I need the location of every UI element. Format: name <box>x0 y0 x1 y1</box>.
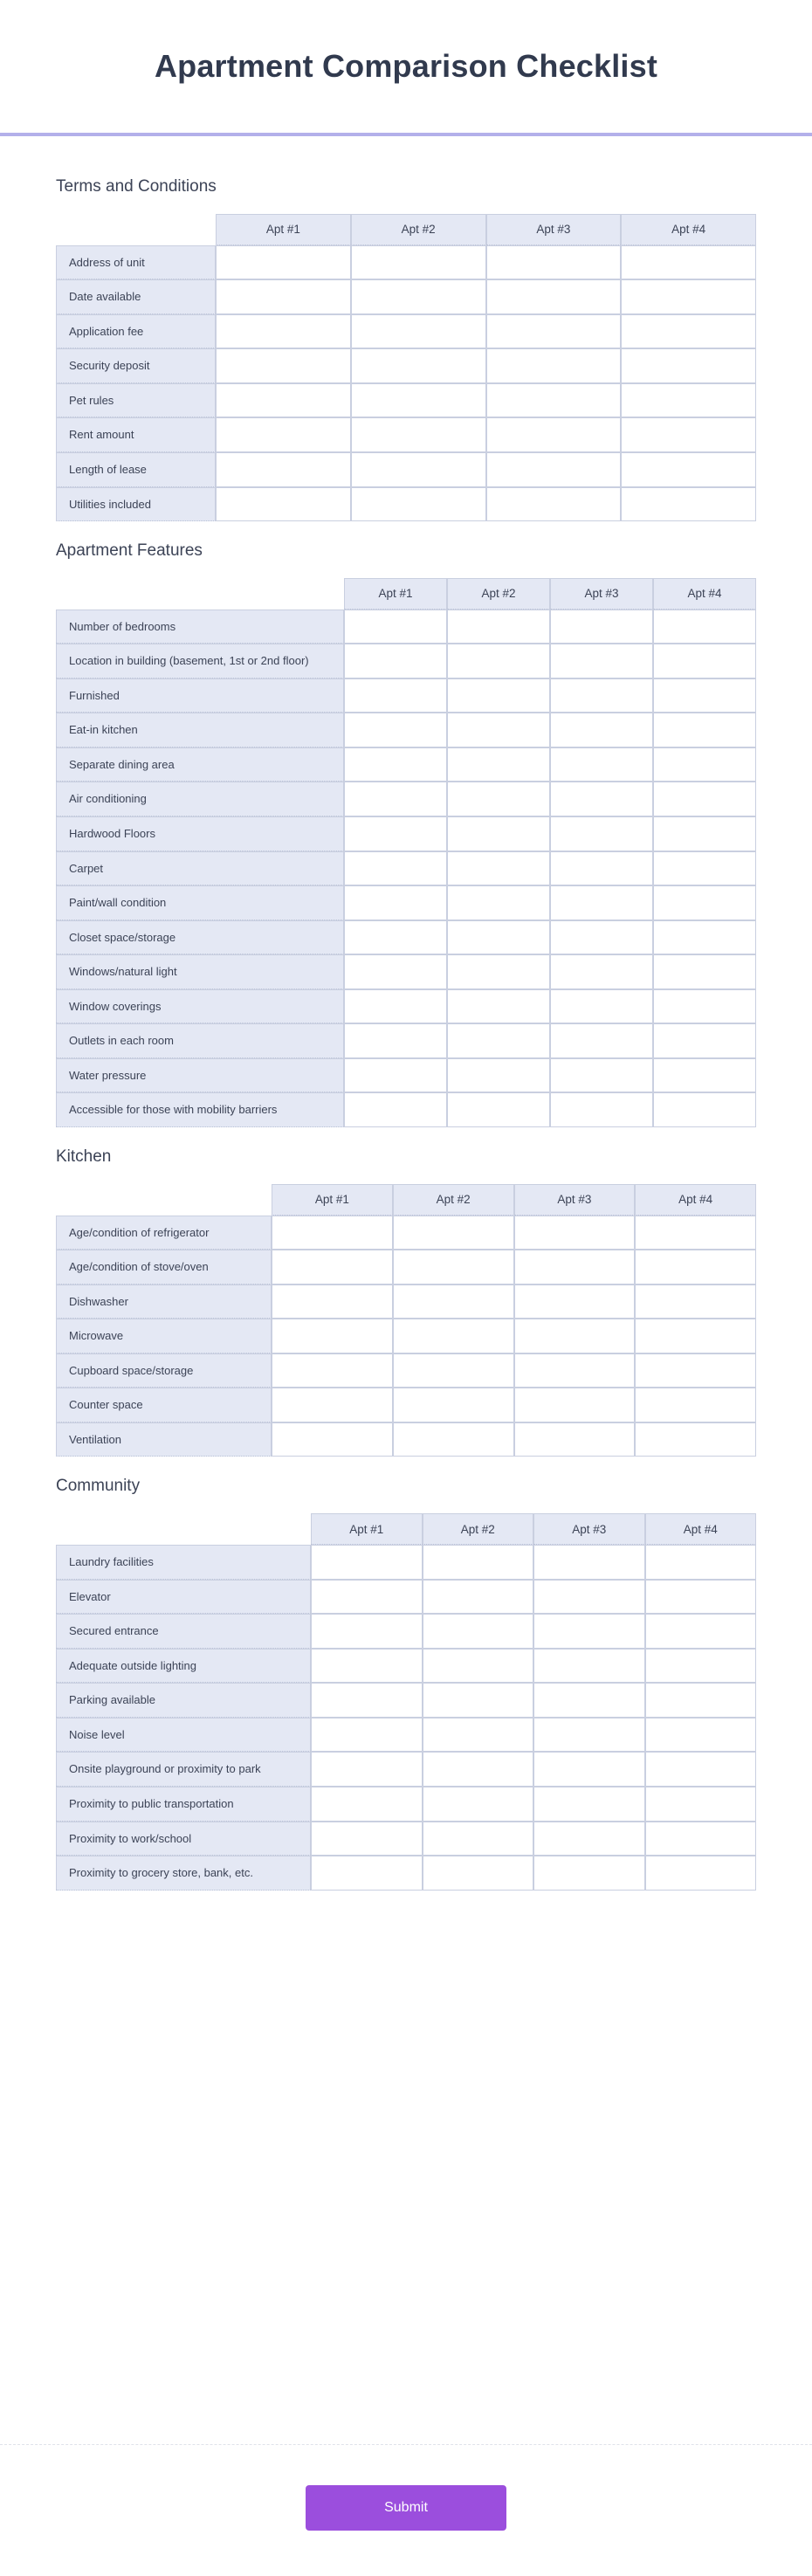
row-label: Date available <box>56 279 216 314</box>
answer-cell[interactable] <box>351 487 486 522</box>
answer-cell[interactable] <box>447 1058 550 1093</box>
answer-cell[interactable] <box>486 383 622 418</box>
answer-cell[interactable] <box>653 610 756 644</box>
row-label: Security deposit <box>56 348 216 383</box>
column-header: Apt #3 <box>550 578 653 610</box>
table-row <box>56 610 756 644</box>
answer-cell[interactable] <box>533 1718 645 1753</box>
sections-container <box>56 176 756 1891</box>
row-label: Age/condition of stove/oven <box>56 1250 272 1285</box>
table-row <box>56 1545 756 1580</box>
answer-cell[interactable] <box>393 1319 514 1353</box>
answer-cell[interactable] <box>216 487 351 522</box>
answer-cell[interactable] <box>621 452 756 487</box>
answer-cell[interactable] <box>344 1058 447 1093</box>
row-label: Closet space/storage <box>56 920 344 955</box>
row-label: Secured entrance <box>56 1614 311 1649</box>
answer-cell[interactable] <box>344 713 447 747</box>
answer-cell[interactable] <box>645 1545 757 1580</box>
table-row <box>56 452 756 487</box>
form-footer <box>0 2444 812 2576</box>
answer-cell[interactable] <box>514 1388 636 1422</box>
answer-cell[interactable] <box>344 644 447 678</box>
answer-cell[interactable] <box>423 1683 534 1718</box>
answer-cell[interactable] <box>653 885 756 920</box>
table-row <box>56 920 756 955</box>
answer-cell[interactable] <box>344 1023 447 1058</box>
answer-cell[interactable] <box>447 1092 550 1127</box>
column-header: Apt #1 <box>272 1184 393 1216</box>
answer-cell[interactable] <box>393 1250 514 1285</box>
answer-cell[interactable] <box>533 1856 645 1891</box>
answer-cell[interactable] <box>311 1614 423 1649</box>
answer-cell[interactable] <box>351 279 486 314</box>
row-label: Ventilation <box>56 1422 272 1457</box>
answer-cell[interactable] <box>423 1822 534 1856</box>
answer-cell[interactable] <box>423 1545 534 1580</box>
answer-cell[interactable] <box>272 1216 393 1250</box>
answer-cell[interactable] <box>423 1752 534 1787</box>
answer-cell[interactable] <box>447 713 550 747</box>
table-row <box>56 1319 756 1353</box>
answer-cell[interactable] <box>423 1718 534 1753</box>
answer-cell[interactable] <box>216 314 351 349</box>
comparison-table <box>56 1184 756 1457</box>
table-row <box>56 782 756 816</box>
answer-cell[interactable] <box>486 452 622 487</box>
row-label: Air conditioning <box>56 782 344 816</box>
answer-cell[interactable] <box>216 348 351 383</box>
comparison-table <box>56 578 756 1127</box>
section-title: Apartment Features <box>56 541 203 561</box>
row-label: Number of bedrooms <box>56 610 344 644</box>
answer-cell[interactable] <box>311 1718 423 1753</box>
answer-cell[interactable] <box>272 1319 393 1353</box>
answer-cell[interactable] <box>533 1787 645 1822</box>
answer-cell[interactable] <box>447 610 550 644</box>
table-row <box>56 383 756 418</box>
form-header <box>0 0 812 136</box>
row-label: Dishwasher <box>56 1285 272 1319</box>
row-label: Eat-in kitchen <box>56 713 344 747</box>
section-title: Community <box>56 1477 141 1496</box>
column-header: Apt #2 <box>351 214 486 245</box>
answer-cell[interactable] <box>344 920 447 955</box>
answer-cell[interactable] <box>311 1856 423 1891</box>
answer-cell[interactable] <box>514 1285 636 1319</box>
submit-button[interactable]: Submit <box>306 2485 506 2531</box>
row-label: Pet rules <box>56 383 216 418</box>
answer-cell[interactable] <box>216 279 351 314</box>
table-row <box>56 1683 756 1718</box>
answer-cell[interactable] <box>423 1580 534 1615</box>
answer-cell[interactable] <box>216 452 351 487</box>
table-row <box>56 1023 756 1058</box>
row-label: Proximity to grocery store, bank, etc. <box>56 1856 311 1891</box>
answer-cell[interactable] <box>621 279 756 314</box>
answer-cell[interactable] <box>621 348 756 383</box>
answer-cell[interactable] <box>514 1422 636 1457</box>
answer-cell[interactable] <box>621 417 756 452</box>
answer-cell[interactable] <box>645 1580 757 1615</box>
answer-cell[interactable] <box>423 1856 534 1891</box>
answer-cell[interactable] <box>550 989 653 1024</box>
answer-cell[interactable] <box>550 713 653 747</box>
row-label: Hardwood Floors <box>56 816 344 851</box>
page-title: Apartment Comparison Checklist <box>154 48 658 85</box>
answer-cell[interactable] <box>351 417 486 452</box>
column-header: Apt #3 <box>533 1513 645 1545</box>
table-row <box>56 348 756 383</box>
table-row <box>56 1216 756 1250</box>
answer-cell[interactable] <box>423 1649 534 1684</box>
answer-cell[interactable] <box>550 610 653 644</box>
answer-cell[interactable] <box>533 1649 645 1684</box>
answer-cell[interactable] <box>447 851 550 886</box>
answer-cell[interactable] <box>635 1388 756 1422</box>
answer-cell[interactable] <box>621 314 756 349</box>
answer-cell[interactable] <box>272 1353 393 1388</box>
column-header: Apt #2 <box>393 1184 514 1216</box>
table-row <box>56 417 756 452</box>
answer-cell[interactable] <box>486 417 622 452</box>
answer-cell[interactable] <box>621 383 756 418</box>
answer-cell[interactable] <box>272 1388 393 1422</box>
column-header: Apt #1 <box>311 1513 423 1545</box>
answer-cell[interactable] <box>645 1683 757 1718</box>
answer-cell[interactable] <box>393 1388 514 1422</box>
section-title: Terms and Conditions <box>56 177 217 196</box>
row-label: Paint/wall condition <box>56 885 344 920</box>
answer-cell[interactable] <box>533 1545 645 1580</box>
answer-cell[interactable] <box>653 1058 756 1093</box>
row-label: Window coverings <box>56 989 344 1024</box>
table-row <box>56 1092 756 1127</box>
answer-cell[interactable] <box>393 1422 514 1457</box>
answer-cell[interactable] <box>653 1092 756 1127</box>
answer-cell[interactable] <box>653 954 756 989</box>
answer-cell[interactable] <box>272 1422 393 1457</box>
answer-cell[interactable] <box>653 713 756 747</box>
answer-cell[interactable] <box>645 1718 757 1753</box>
answer-cell[interactable] <box>311 1545 423 1580</box>
answer-cell[interactable] <box>344 816 447 851</box>
table-row <box>56 747 756 782</box>
answer-cell[interactable] <box>447 678 550 713</box>
answer-cell[interactable] <box>447 885 550 920</box>
section-features <box>56 541 756 1127</box>
comparison-table <box>56 214 756 521</box>
answer-cell[interactable] <box>486 314 622 349</box>
answer-cell[interactable] <box>635 1216 756 1250</box>
answer-cell[interactable] <box>653 816 756 851</box>
answer-cell[interactable] <box>645 1856 757 1891</box>
table-row <box>56 1058 756 1093</box>
answer-cell[interactable] <box>653 851 756 886</box>
answer-cell[interactable] <box>550 920 653 955</box>
column-header: Apt #4 <box>653 578 756 610</box>
answer-cell[interactable] <box>533 1580 645 1615</box>
table-row <box>56 954 756 989</box>
row-label: Parking available <box>56 1683 311 1718</box>
answer-cell[interactable] <box>447 644 550 678</box>
answer-cell[interactable] <box>447 816 550 851</box>
row-label: Outlets in each room <box>56 1023 344 1058</box>
answer-cell[interactable] <box>311 1683 423 1718</box>
answer-cell[interactable] <box>635 1422 756 1457</box>
answer-cell[interactable] <box>635 1285 756 1319</box>
answer-cell[interactable] <box>533 1822 645 1856</box>
answer-cell[interactable] <box>645 1822 757 1856</box>
table-row <box>56 1856 756 1891</box>
column-header: Apt #3 <box>514 1184 636 1216</box>
answer-cell[interactable] <box>447 747 550 782</box>
table-header-row <box>56 1513 756 1545</box>
table-row <box>56 1822 756 1856</box>
table-row <box>56 279 756 314</box>
table-row <box>56 245 756 280</box>
row-label: Microwave <box>56 1319 272 1353</box>
table-header-row <box>56 214 756 245</box>
answer-cell[interactable] <box>653 678 756 713</box>
row-label: Address of unit <box>56 245 216 280</box>
row-label: Carpet <box>56 851 344 886</box>
answer-cell[interactable] <box>447 920 550 955</box>
answer-cell[interactable] <box>486 245 622 280</box>
answer-cell[interactable] <box>344 851 447 886</box>
table-row <box>56 851 756 886</box>
answer-cell[interactable] <box>423 1614 534 1649</box>
table-row <box>56 314 756 349</box>
answer-cell[interactable] <box>344 678 447 713</box>
table-row <box>56 1649 756 1684</box>
section-community <box>56 1476 756 1890</box>
answer-cell[interactable] <box>514 1250 636 1285</box>
answer-cell[interactable] <box>351 314 486 349</box>
answer-cell[interactable] <box>486 348 622 383</box>
answer-cell[interactable] <box>216 383 351 418</box>
table-row <box>56 1285 756 1319</box>
table-row <box>56 487 756 522</box>
answer-cell[interactable] <box>645 1649 757 1684</box>
answer-cell[interactable] <box>447 989 550 1024</box>
column-header: Apt #1 <box>344 578 447 610</box>
table-row <box>56 1422 756 1457</box>
row-label: Water pressure <box>56 1058 344 1093</box>
answer-cell[interactable] <box>272 1250 393 1285</box>
section-terms <box>56 176 756 521</box>
answer-cell[interactable] <box>653 782 756 816</box>
answer-cell[interactable] <box>645 1614 757 1649</box>
comparison-table <box>56 1513 756 1890</box>
answer-cell[interactable] <box>514 1216 636 1250</box>
answer-cell[interactable] <box>216 245 351 280</box>
answer-cell[interactable] <box>344 1092 447 1127</box>
answer-cell[interactable] <box>344 885 447 920</box>
answer-cell[interactable] <box>344 954 447 989</box>
answer-cell[interactable] <box>311 1649 423 1684</box>
table-row <box>56 1353 756 1388</box>
row-label: Noise level <box>56 1718 311 1753</box>
column-header: Apt #2 <box>447 578 550 610</box>
table-row <box>56 1580 756 1615</box>
answer-cell[interactable] <box>550 644 653 678</box>
answer-cell[interactable] <box>514 1319 636 1353</box>
answer-cell[interactable] <box>351 348 486 383</box>
answer-cell[interactable] <box>344 610 447 644</box>
answer-cell[interactable] <box>550 747 653 782</box>
row-label: Furnished <box>56 678 344 713</box>
answer-cell[interactable] <box>514 1353 636 1388</box>
answer-cell[interactable] <box>550 954 653 989</box>
answer-cell[interactable] <box>550 885 653 920</box>
form-body <box>0 136 812 2421</box>
answer-cell[interactable] <box>351 245 486 280</box>
answer-cell[interactable] <box>550 816 653 851</box>
row-label: Age/condition of refrigerator <box>56 1216 272 1250</box>
answer-cell[interactable] <box>653 1023 756 1058</box>
answer-cell[interactable] <box>550 1058 653 1093</box>
table-row <box>56 1388 756 1422</box>
answer-cell[interactable] <box>272 1285 393 1319</box>
answer-cell[interactable] <box>550 782 653 816</box>
answer-cell[interactable] <box>447 1023 550 1058</box>
answer-cell[interactable] <box>533 1752 645 1787</box>
row-label: Proximity to work/school <box>56 1822 311 1856</box>
answer-cell[interactable] <box>393 1216 514 1250</box>
section-kitchen <box>56 1147 756 1457</box>
answer-cell[interactable] <box>653 920 756 955</box>
answer-cell[interactable] <box>486 279 622 314</box>
column-header: Apt #4 <box>621 214 756 245</box>
answer-cell[interactable] <box>550 851 653 886</box>
row-label: Proximity to public transportation <box>56 1787 311 1822</box>
answer-cell[interactable] <box>550 678 653 713</box>
table-row <box>56 678 756 713</box>
table-row <box>56 713 756 747</box>
answer-cell[interactable] <box>645 1787 757 1822</box>
column-header: Apt #4 <box>645 1513 757 1545</box>
row-label: Laundry facilities <box>56 1545 311 1580</box>
column-header: Apt #2 <box>423 1513 534 1545</box>
table-row <box>56 1718 756 1753</box>
table-corner-spacer <box>56 578 344 610</box>
answer-cell[interactable] <box>423 1787 534 1822</box>
table-corner-spacer <box>56 214 216 245</box>
column-header: Apt #4 <box>635 1184 756 1216</box>
table-corner-spacer <box>56 1513 311 1545</box>
column-header: Apt #3 <box>486 214 622 245</box>
answer-cell[interactable] <box>393 1285 514 1319</box>
answer-cell[interactable] <box>311 1787 423 1822</box>
answer-cell[interactable] <box>311 1580 423 1615</box>
answer-cell[interactable] <box>351 452 486 487</box>
row-label: Accessible for those with mobility barriers <box>56 1092 344 1127</box>
row-label: Cupboard space/storage <box>56 1353 272 1388</box>
answer-cell[interactable] <box>653 644 756 678</box>
table-row <box>56 885 756 920</box>
answer-cell[interactable] <box>635 1319 756 1353</box>
table-row <box>56 1614 756 1649</box>
answer-cell[interactable] <box>486 487 622 522</box>
row-label: Utilities included <box>56 487 216 522</box>
answer-cell[interactable] <box>533 1683 645 1718</box>
row-label: Application fee <box>56 314 216 349</box>
table-row <box>56 989 756 1024</box>
answer-cell[interactable] <box>344 782 447 816</box>
table-header-row <box>56 578 756 610</box>
answer-cell[interactable] <box>621 245 756 280</box>
answer-cell[interactable] <box>447 954 550 989</box>
table-corner-spacer <box>56 1184 272 1216</box>
answer-cell[interactable] <box>533 1614 645 1649</box>
answer-cell[interactable] <box>635 1353 756 1388</box>
answer-cell[interactable] <box>550 1092 653 1127</box>
row-label: Adequate outside lighting <box>56 1649 311 1684</box>
table-row <box>56 1752 756 1787</box>
answer-cell[interactable] <box>550 1023 653 1058</box>
row-label: Length of lease <box>56 452 216 487</box>
row-label: Rent amount <box>56 417 216 452</box>
answer-cell[interactable] <box>216 417 351 452</box>
row-label: Counter space <box>56 1388 272 1422</box>
answer-cell[interactable] <box>653 989 756 1024</box>
table-header-row <box>56 1184 756 1216</box>
row-label: Elevator <box>56 1580 311 1615</box>
answer-cell[interactable] <box>344 989 447 1024</box>
table-row <box>56 644 756 678</box>
row-label: Windows/natural light <box>56 954 344 989</box>
answer-cell[interactable] <box>344 747 447 782</box>
row-label: Onsite playground or proximity to park <box>56 1752 311 1787</box>
answer-cell[interactable] <box>621 487 756 522</box>
answer-cell[interactable] <box>351 383 486 418</box>
answer-cell[interactable] <box>311 1822 423 1856</box>
answer-cell[interactable] <box>653 747 756 782</box>
answer-cell[interactable] <box>645 1752 757 1787</box>
answer-cell[interactable] <box>393 1353 514 1388</box>
table-row <box>56 1787 756 1822</box>
answer-cell[interactable] <box>635 1250 756 1285</box>
table-row <box>56 816 756 851</box>
answer-cell[interactable] <box>447 782 550 816</box>
section-title: Kitchen <box>56 1147 112 1166</box>
row-label: Location in building (basement, 1st or 2nd floor) <box>56 644 344 678</box>
table-row <box>56 1250 756 1285</box>
column-header: Apt #1 <box>216 214 351 245</box>
row-label: Separate dining area <box>56 747 344 782</box>
answer-cell[interactable] <box>311 1752 423 1787</box>
